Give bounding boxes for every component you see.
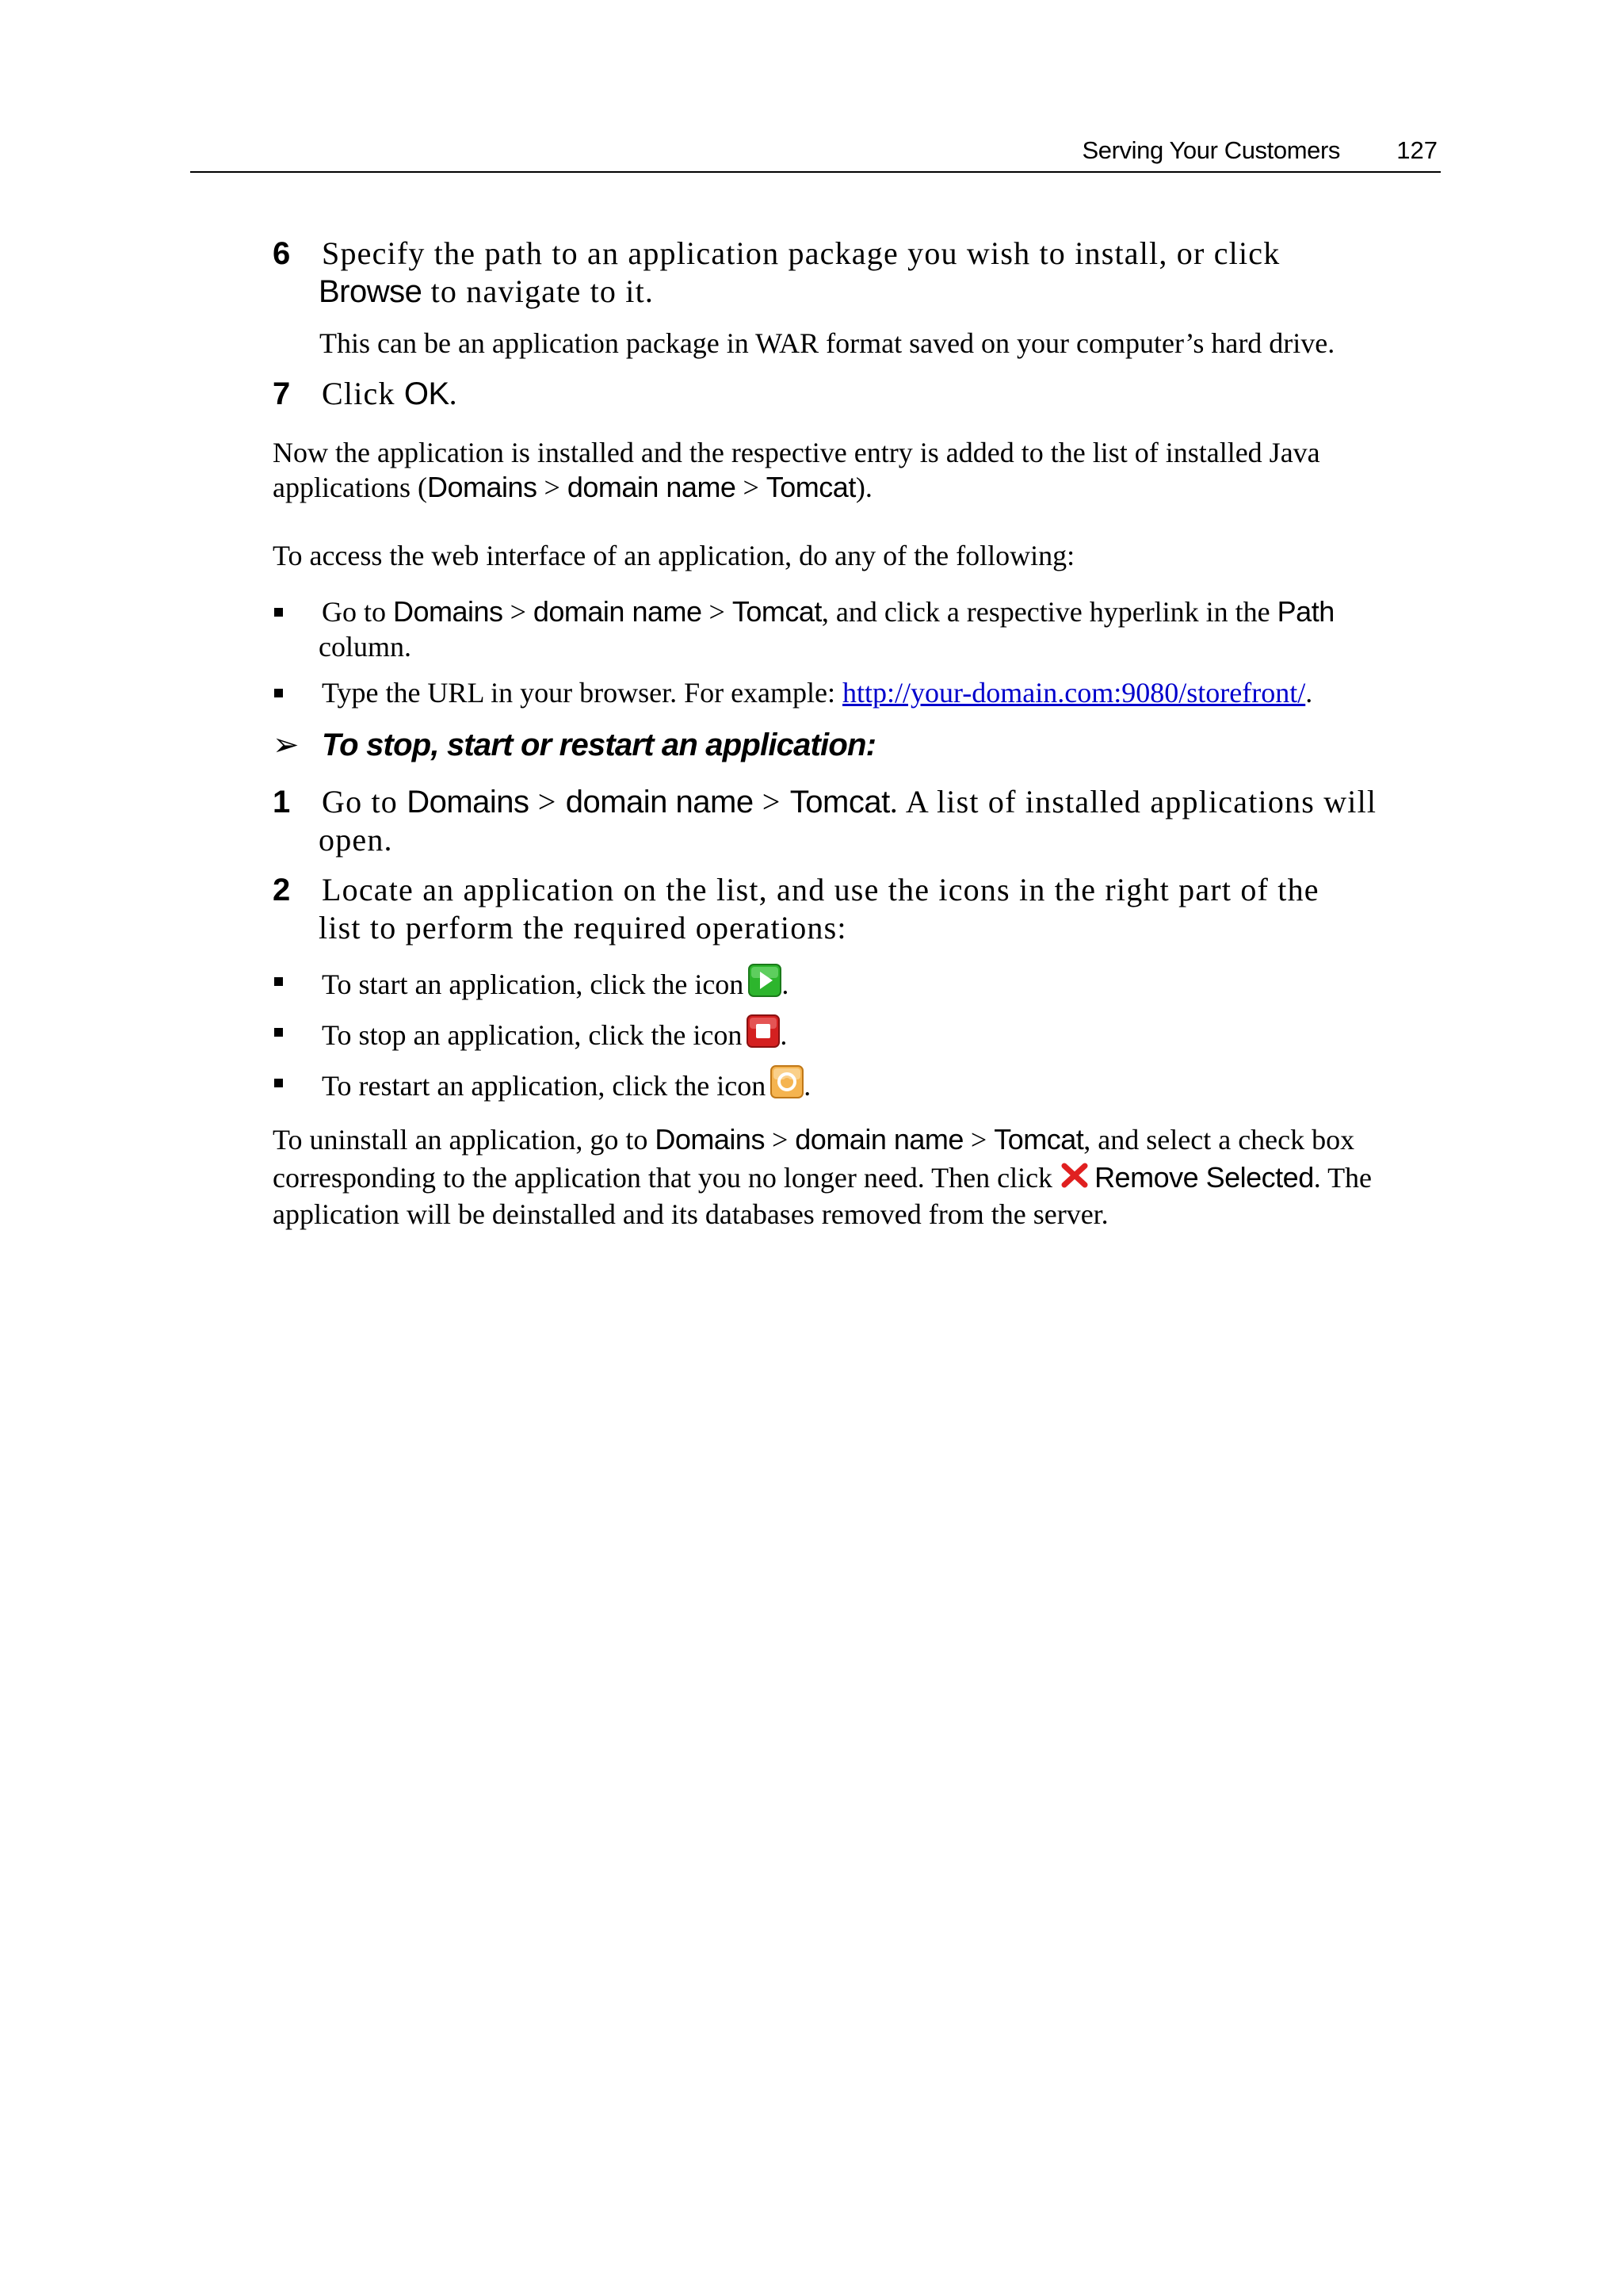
access-paragraph: To access the web interface of an application, do any of the following: xyxy=(273,540,1075,571)
step-1 xyxy=(273,783,1414,859)
tomcat-label: Tomcat xyxy=(789,785,890,819)
browse-button-label: Browse xyxy=(319,274,422,309)
step-text: Click xyxy=(322,376,404,411)
list-item xyxy=(273,964,1430,1005)
tomcat-label: Tomcat xyxy=(994,1123,1084,1156)
step-7 xyxy=(273,375,1414,413)
bullet-text-end: . xyxy=(804,1070,812,1102)
separator: > xyxy=(753,784,790,819)
bullet-text: . xyxy=(1305,677,1313,709)
step-text-end: . xyxy=(449,376,458,411)
bullet-text: To start an application, click the icon xyxy=(322,968,744,1000)
paragraph-line: application will be deinstalled and its databases removed from the server. xyxy=(273,1198,1109,1230)
step-text: to navigate to it. xyxy=(422,273,655,309)
step-text: open. xyxy=(319,822,393,858)
paragraph-text: To uninstall an application, go to xyxy=(273,1124,655,1156)
bullet-text: To restart an application, click the icon xyxy=(322,1070,766,1102)
domains-label: Domains xyxy=(426,471,537,503)
tomcat-label: Tomcat xyxy=(766,471,856,503)
installed-paragraph xyxy=(273,435,1430,505)
list-item xyxy=(273,1014,1430,1056)
step-text: list to perform the required operations: xyxy=(319,910,847,946)
step-number: 6 xyxy=(273,236,291,271)
bullet-icon xyxy=(274,1028,283,1037)
paragraph-text: corresponding to the application that you no longer need. Then click xyxy=(273,1162,1060,1194)
example-url-link[interactable]: http://your-domain.com:9080/storefront/ xyxy=(842,677,1306,709)
remove-selected-label: Remove Selected xyxy=(1094,1161,1314,1194)
paragraph-text: , and select a check box xyxy=(1083,1124,1355,1156)
step-number: 2 xyxy=(273,873,291,907)
domains-label: Domains xyxy=(655,1123,765,1156)
paragraph-text: applications ( xyxy=(273,472,427,503)
uninstall-paragraph xyxy=(273,1122,1430,1232)
bullet-text-end: . xyxy=(780,1019,788,1051)
domain-name-label: domain name xyxy=(795,1123,964,1156)
stop-icon xyxy=(747,1014,780,1056)
bullet-text: column. xyxy=(319,631,411,663)
page-header xyxy=(190,132,1441,173)
bullet-icon xyxy=(274,608,283,617)
list-item xyxy=(273,594,1430,664)
domain-name-label: domain name xyxy=(567,471,736,503)
tomcat-label: Tomcat xyxy=(731,595,822,628)
step-text: Specify the path to an application package you wish to install, or click xyxy=(322,235,1281,271)
separator: > xyxy=(701,596,732,628)
step-text: Locate an application on the list, and use the icons in the right part of the xyxy=(322,872,1319,907)
separator: > xyxy=(764,1124,796,1156)
bullet-text: , and click a respective hyperlink in the xyxy=(821,596,1277,628)
paragraph-line: Now the application is installed and the respective entry is added to the list of installed Java xyxy=(273,437,1320,468)
paragraph-text: ). xyxy=(855,472,873,503)
step-number: 1 xyxy=(273,785,291,819)
separator: > xyxy=(529,784,566,819)
separator: > xyxy=(537,472,567,503)
step-text: Go to xyxy=(322,784,407,819)
domains-label: Domains xyxy=(407,785,529,819)
list-item xyxy=(273,675,1430,710)
arrow-icon: ➢ xyxy=(273,728,299,762)
step-number: 7 xyxy=(273,376,291,411)
separator: > xyxy=(735,472,766,503)
bullet-text: Type the URL in your browser. For example: xyxy=(322,677,843,709)
bullet-icon xyxy=(274,1079,283,1087)
bullet-icon xyxy=(274,977,283,986)
bullet-text-end: . xyxy=(781,968,789,1000)
task-heading-text: To stop, start or restart an application: xyxy=(322,728,876,762)
path-column-label: Path xyxy=(1277,595,1335,628)
bullet-text: Go to xyxy=(322,596,393,628)
start-icon xyxy=(748,964,781,1005)
page-number: 127 xyxy=(1396,136,1438,164)
separator: > xyxy=(963,1124,995,1156)
remove-icon xyxy=(1060,1162,1090,1197)
task-heading xyxy=(273,726,876,764)
step-2 xyxy=(273,871,1414,947)
paragraph-text: . The xyxy=(1313,1162,1373,1194)
header-title: Serving Your Customers xyxy=(1082,136,1340,164)
step-text: . A list of installed applications will xyxy=(889,784,1377,819)
ok-button-label: OK xyxy=(403,376,449,411)
restart-icon xyxy=(770,1065,804,1106)
step-6-note: This can be an application package in WAR format saved on your computer’s hard drive. xyxy=(319,327,1335,359)
domains-label: Domains xyxy=(393,595,503,628)
list-item xyxy=(273,1065,1430,1106)
bullet-icon xyxy=(274,689,283,697)
domain-name-label: domain name xyxy=(565,785,754,819)
domain-name-label: domain name xyxy=(533,595,702,628)
step-6 xyxy=(273,235,1414,311)
bullet-text: To stop an application, click the icon xyxy=(322,1019,743,1051)
separator: > xyxy=(502,596,533,628)
